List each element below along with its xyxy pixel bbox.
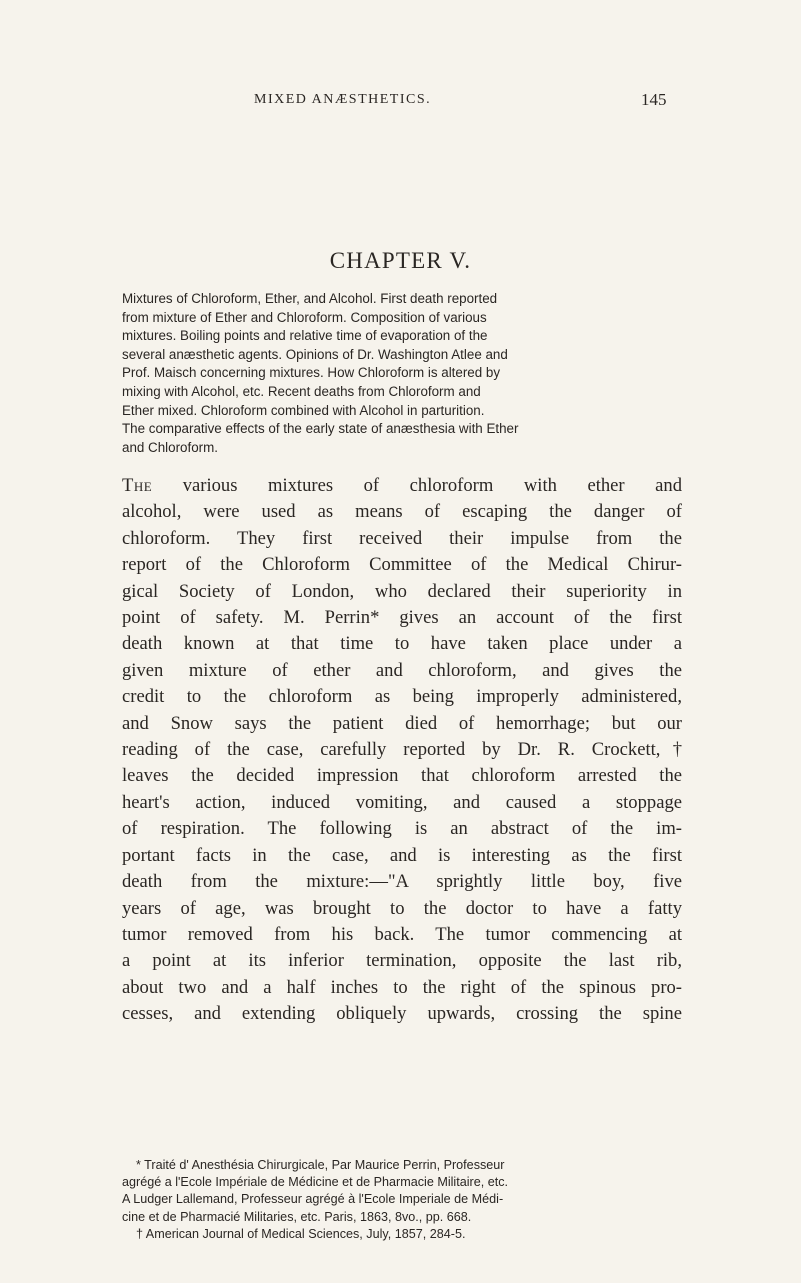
body-line: tumor removed from his back. The tumor commencing at: [122, 923, 682, 945]
body-line: credit to the chloroform as being improperly administered,: [122, 686, 682, 708]
body-line: report of the Chloroform Committee of the Medical Chirur-: [122, 554, 682, 576]
body-line: heart's action, induced vomiting, and caused a stoppage: [122, 791, 682, 813]
running-title: MIXED ANÆSTHETICS.: [254, 92, 432, 107]
body-line: given mixture of ether and chloroform, and gives the: [122, 659, 682, 681]
body-line-first: [122, 473, 682, 499]
synopsis-line: from mixture of Ether and Chloroform. Composition of various: [122, 309, 487, 325]
running-head: [0, 92, 801, 114]
body-paragraph: [122, 473, 682, 1028]
body-line: portant facts in the case, and is interesting as the first: [122, 844, 682, 866]
footnote-line: agrégé a l'Ecole Impériale de Médicine et de Pharmacie Militaire, etc.: [122, 1175, 509, 1190]
body-line: cesses, and extending obliquely upwards, crossing the spine: [122, 1003, 682, 1025]
synopsis-line: Mixtures of Chloroform, Ether, and Alcohol. First death reported: [122, 291, 498, 306]
body-line: a point at its inferior termination, opposite the last rib,: [122, 950, 682, 972]
chapter-title: CHAPTER V.: [329, 248, 472, 273]
chapter-synopsis: [122, 290, 680, 457]
body-line: years of age, was brought to the doctor to have a fatty: [122, 897, 682, 919]
body-line: alcohol, were used as means of escaping the danger of: [122, 501, 682, 523]
body-line: about two and a half inches to the right of the spinous pro-: [122, 976, 682, 998]
body-line: of respiration. The following is an abstract of the im-: [122, 818, 682, 840]
body-line: and Snow says the patient died of hemorrhage; but our: [122, 712, 682, 734]
body-line: gical Society of London, who declared their superiority in: [122, 580, 682, 602]
first-line-rest: various mixtures of chloroform with ether and: [152, 475, 682, 496]
synopsis-line: Ether mixed. Chloroform combined with Alcohol in parturition.: [122, 402, 485, 418]
drop-word: The: [122, 475, 153, 496]
footnote-divider: [122, 1145, 682, 1146]
synopsis-line: mixing with Alcohol, etc. Recent deaths from Chloroform and: [122, 383, 481, 399]
body-line: death from the mixture:—"A sprightly little boy, five: [122, 871, 682, 893]
synopsis-line: Prof. Maisch concerning mixtures. How Chloroform is altered by: [122, 365, 501, 381]
synopsis-line: several anæsthetic agents. Opinions of Dr. Washington Atlee and: [122, 346, 508, 362]
body-line: death known at that time to have taken place under a: [122, 633, 682, 655]
footnote-line: † American Journal of Medical Sciences, July, 1857, 284-5.: [136, 1226, 466, 1241]
body-line: reading of the case, carefully reported by Dr. R. Crockett,†: [122, 739, 682, 761]
synopsis-line: The comparative effects of the early state of anæsthesia with Ether: [122, 421, 519, 437]
synopsis-line: and Chloroform.: [122, 439, 219, 455]
body-line: point of safety. M. Perrin* gives an account of the first: [122, 607, 682, 629]
footnote-line: * Traité d' Anesthésia Chirurgicale, Par Maurice Perrin, Professeur: [136, 1158, 505, 1172]
footnote-line: A Ludger Lallemand, Professeur agrégé à l'Ecole Imperiale de Médi-: [122, 1192, 504, 1207]
synopsis-line: mixtures. Boiling points and relative time of evaporation of the: [122, 328, 488, 344]
body-line: leaves the decided impression that chloroform arrested the: [122, 765, 682, 787]
footnotes: [122, 1157, 682, 1243]
footnote-line: cine et de Pharmacié Militaries, etc. Paris, 1863, 8vo., pp. 668.: [122, 1209, 472, 1224]
page-number: 145: [641, 90, 667, 109]
body-line: chloroform. They first received their impulse from the: [122, 527, 682, 549]
